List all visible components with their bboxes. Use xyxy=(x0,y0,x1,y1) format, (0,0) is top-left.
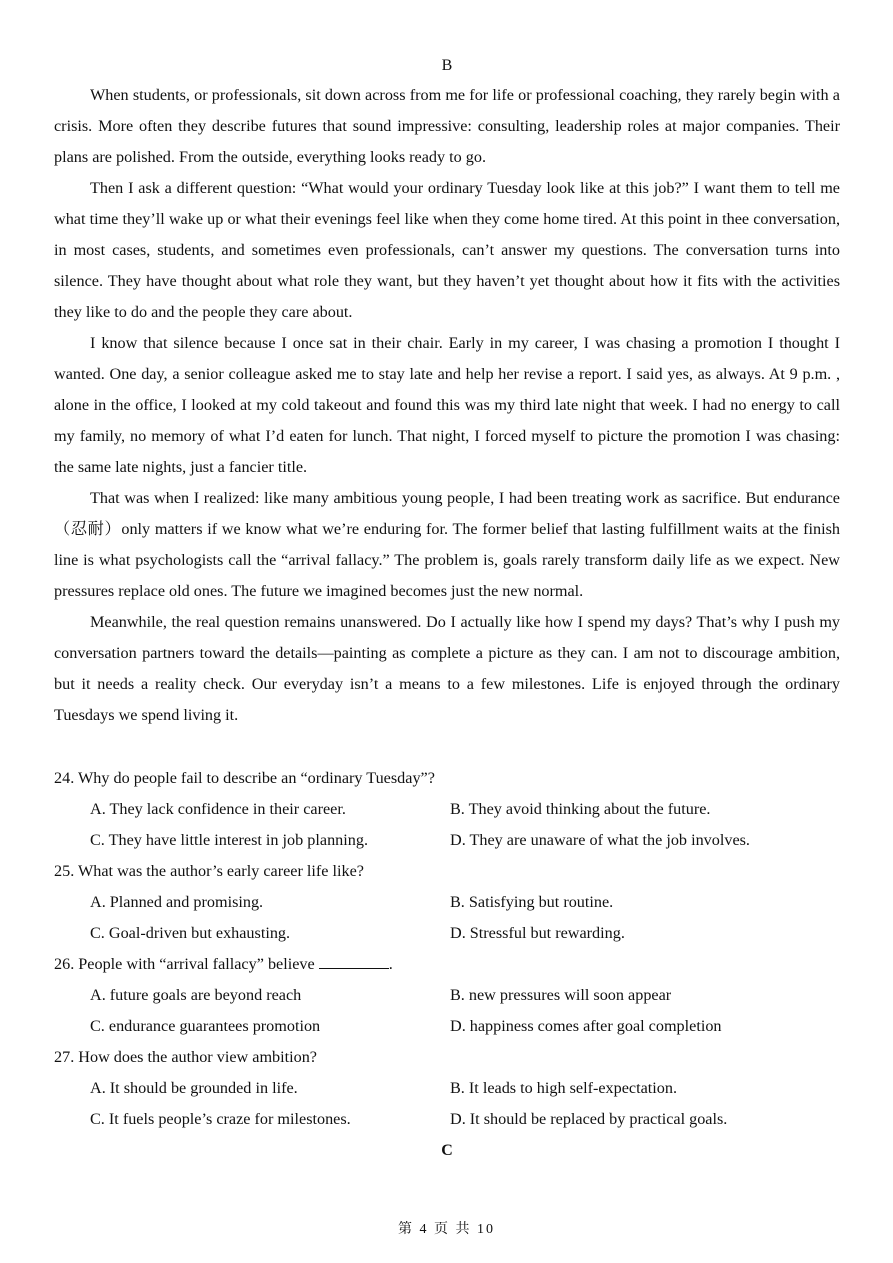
option-b[interactable]: B. They avoid thinking about the future. xyxy=(450,800,711,818)
question-stem: 25. What was the author’s early career life like? xyxy=(54,862,364,880)
option-c[interactable]: C. They have little interest in job planning. xyxy=(90,831,368,849)
passage-paragraph-3: I know that silence because I once sat in their chair. Early in my career, I was chasing a promotion I thought I wanted. One day, a senior colleague asked me to stay late and help her revise a report. I said yes, as always. At 9 p.m. , alone in the office, I looked at my cold takeout and found this was my third late night that week. I had no energy to call my family, no memory of what I’d eaten for lunch. That night, I forced myself to picture the promotion I was chasing: the same late nights, just a fancier title. xyxy=(54,334,840,476)
section-c-heading: C xyxy=(441,1142,453,1159)
option-c[interactable]: C. endurance guarantees promotion xyxy=(90,1017,321,1035)
question-26 xyxy=(54,949,840,1042)
option-d[interactable]: D. happiness comes after goal completion xyxy=(450,1017,722,1035)
spacer xyxy=(54,731,840,763)
question-stem: 24. Why do people fail to describe an “ordinary Tuesday”? xyxy=(54,769,435,787)
option-d[interactable]: D. It should be replaced by practical goals. xyxy=(450,1110,728,1128)
passage-b xyxy=(54,80,840,731)
option-d[interactable]: D. They are unaware of what the job involves. xyxy=(450,831,750,849)
option-b[interactable]: B. Satisfying but routine. xyxy=(450,893,614,911)
option-a[interactable]: A. They lack confidence in their career. xyxy=(90,800,346,818)
question-stem-end: . xyxy=(388,955,393,973)
question-stem xyxy=(54,949,840,980)
option-b[interactable]: B. new pressures will soon appear xyxy=(450,986,672,1004)
passage-paragraph-5: Meanwhile, the real question remains unanswered. Do I actually like how I spend my days? That’s why I push my conversation partners toward the details—painting as complete a picture as they can. I am not to discourage ambition, but it needs a reality check. Our everyday isn’t a means to a few milestones. Life is enjoyed through the ordinary Tuesdays we spend living it. xyxy=(54,613,840,724)
option-b[interactable]: B. It leads to high self-expectation. xyxy=(450,1079,678,1097)
option-a[interactable]: A. It should be grounded in life. xyxy=(90,1079,298,1097)
option-c[interactable]: C. Goal-driven but exhausting. xyxy=(90,924,291,942)
option-a[interactable]: A. future goals are beyond reach xyxy=(90,986,302,1004)
passage-paragraph-4: That was when I realized: like many ambitious young people, I had been treating work as sacrifice. But endurance（忍耐）only matters if we know what we’re enduring for. The former belief that lasting fulfillment waits at the finish line is what psychologists call the “arrival fallacy.” The problem is, goals rarely transform daily life as we expect. New pressures replace old ones. The future we imagined becomes just the new normal. xyxy=(54,489,840,600)
page-footer: 第 4 页 共 10 xyxy=(398,1222,495,1237)
exam-page xyxy=(54,52,840,1166)
question-25 xyxy=(54,856,840,949)
section-b-heading: B xyxy=(441,57,453,74)
question-27 xyxy=(54,1042,840,1135)
passage-paragraph-2: Then I ask a different question: “What would your ordinary Tuesday look like at this job?” I want them to tell me what time they’ll wake up or what their evenings feel like when they come home tired. At this point in thee conversation, in most cases, students, and sometimes even professionals, can’t answer my questions. The conversation turns into silence. They have thought about what role they want, but they haven’t yet thought about how it fits with the activities they like to do and the people they care about. xyxy=(54,179,840,321)
question-stem: 27. How does the author view ambition? xyxy=(54,1048,317,1066)
option-c[interactable]: C. It fuels people’s craze for milestones. xyxy=(90,1110,351,1128)
answer-options xyxy=(54,980,840,1042)
option-d[interactable]: D. Stressful but rewarding. xyxy=(450,924,625,942)
answer-options xyxy=(54,794,840,856)
passage-paragraph-1: When students, or professionals, sit down across from me for life or professional coaching, they rarely begin with a crisis. More often they describe futures that sound impressive: consulting, leadership roles at major companies. Their plans are polished. From the outside, everything looks ready to go. xyxy=(54,86,840,166)
answer-options xyxy=(54,887,840,949)
answer-options xyxy=(54,1073,840,1135)
answer-blank xyxy=(319,954,389,969)
question-24 xyxy=(54,763,840,856)
option-a[interactable]: A. Planned and promising. xyxy=(90,893,264,911)
question-stem-text: 26. People with “arrival fallacy” believe xyxy=(54,955,319,973)
